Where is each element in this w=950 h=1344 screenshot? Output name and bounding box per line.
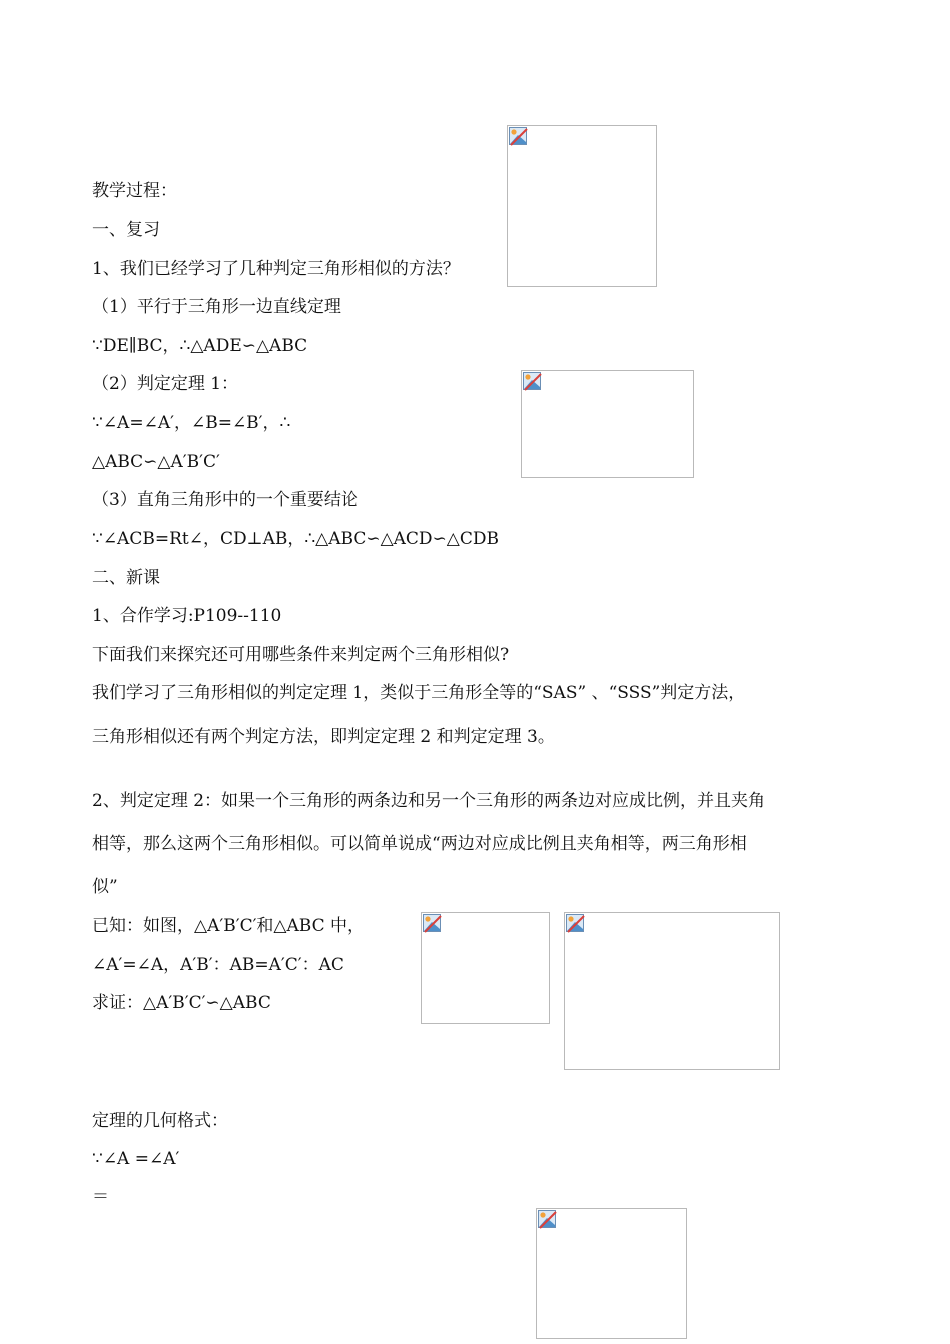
theorem-2-line-3: 似”	[92, 877, 118, 897]
method-3-title: （3）直角三角形中的一个重要结论	[92, 490, 358, 510]
geometric-format-line-2: ＝	[92, 1187, 109, 1207]
figure-placeholder-3	[421, 912, 550, 1024]
intro-paragraph-line-1: 我们学习了三角形相似的判定定理 1，类似于三角形全等的“SAS” 、“SSS”判定方法，	[92, 683, 746, 703]
heading-new-lesson: 二、新课	[92, 568, 160, 588]
given-line-2: ∠A′=∠A，A′B′：AB=A′C′：AC	[92, 955, 344, 975]
theorem-2-line-2: 相等，那么这两个三角形相似。可以简单说成“两边对应成比例且夹角相等，两三角形相	[92, 834, 747, 854]
method-2-title: （2）判定定理 1：	[92, 374, 239, 394]
method-2-formula: ∵∠A=∠A′，∠B=∠B′，∴	[92, 413, 291, 433]
given-line-1: 已知：如图，△A′B′C′和△ABC 中，	[92, 916, 364, 936]
heading-review: 一、复习	[92, 220, 160, 240]
figure-placeholder-5	[536, 1208, 687, 1339]
section-label-process: 教学过程：	[92, 181, 177, 201]
figure-placeholder-4	[564, 912, 780, 1070]
review-question: 1、我们已经学习了几种判定三角形相似的方法？	[92, 259, 460, 279]
prove-line: 求证：△A′B′C′∽△ABC	[92, 993, 271, 1013]
figure-placeholder-1	[507, 125, 657, 287]
broken-image-icon	[565, 913, 587, 935]
broken-image-icon	[522, 371, 544, 393]
method-1-formula: ∵DE∥BC，∴△ADE∽△ABC	[92, 336, 308, 356]
explore-question: 下面我们来探究还可用哪些条件来判定两个三角形相似?	[92, 645, 510, 665]
intro-paragraph-line-2: 三角形相似还有两个判定方法，即判定定理 2 和判定定理 3。	[92, 727, 555, 747]
method-1-title: （1）平行于三角形一边直线定理	[92, 297, 341, 317]
broken-image-icon	[537, 1209, 559, 1231]
broken-image-icon	[508, 126, 530, 148]
geometric-format-title: 定理的几何格式：	[92, 1111, 228, 1131]
method-3-formula: ∵∠ACB=Rt∠，CD⊥AB，∴△ABC∽△ACD∽△CDB	[92, 529, 500, 549]
method-2-conclusion: △ABC∽△A′B′C′	[92, 452, 220, 472]
theorem-2-line-1: 2、判定定理 2：如果一个三角形的两条边和另一个三角形的两条边对应成比例，并且夹角	[92, 791, 766, 811]
geometric-format-line-1: ∵∠A =∠A′	[92, 1149, 180, 1169]
broken-image-icon	[422, 913, 444, 935]
figure-placeholder-2	[521, 370, 694, 478]
cooperative-learning: 1、合作学习:P109--110	[92, 606, 282, 626]
